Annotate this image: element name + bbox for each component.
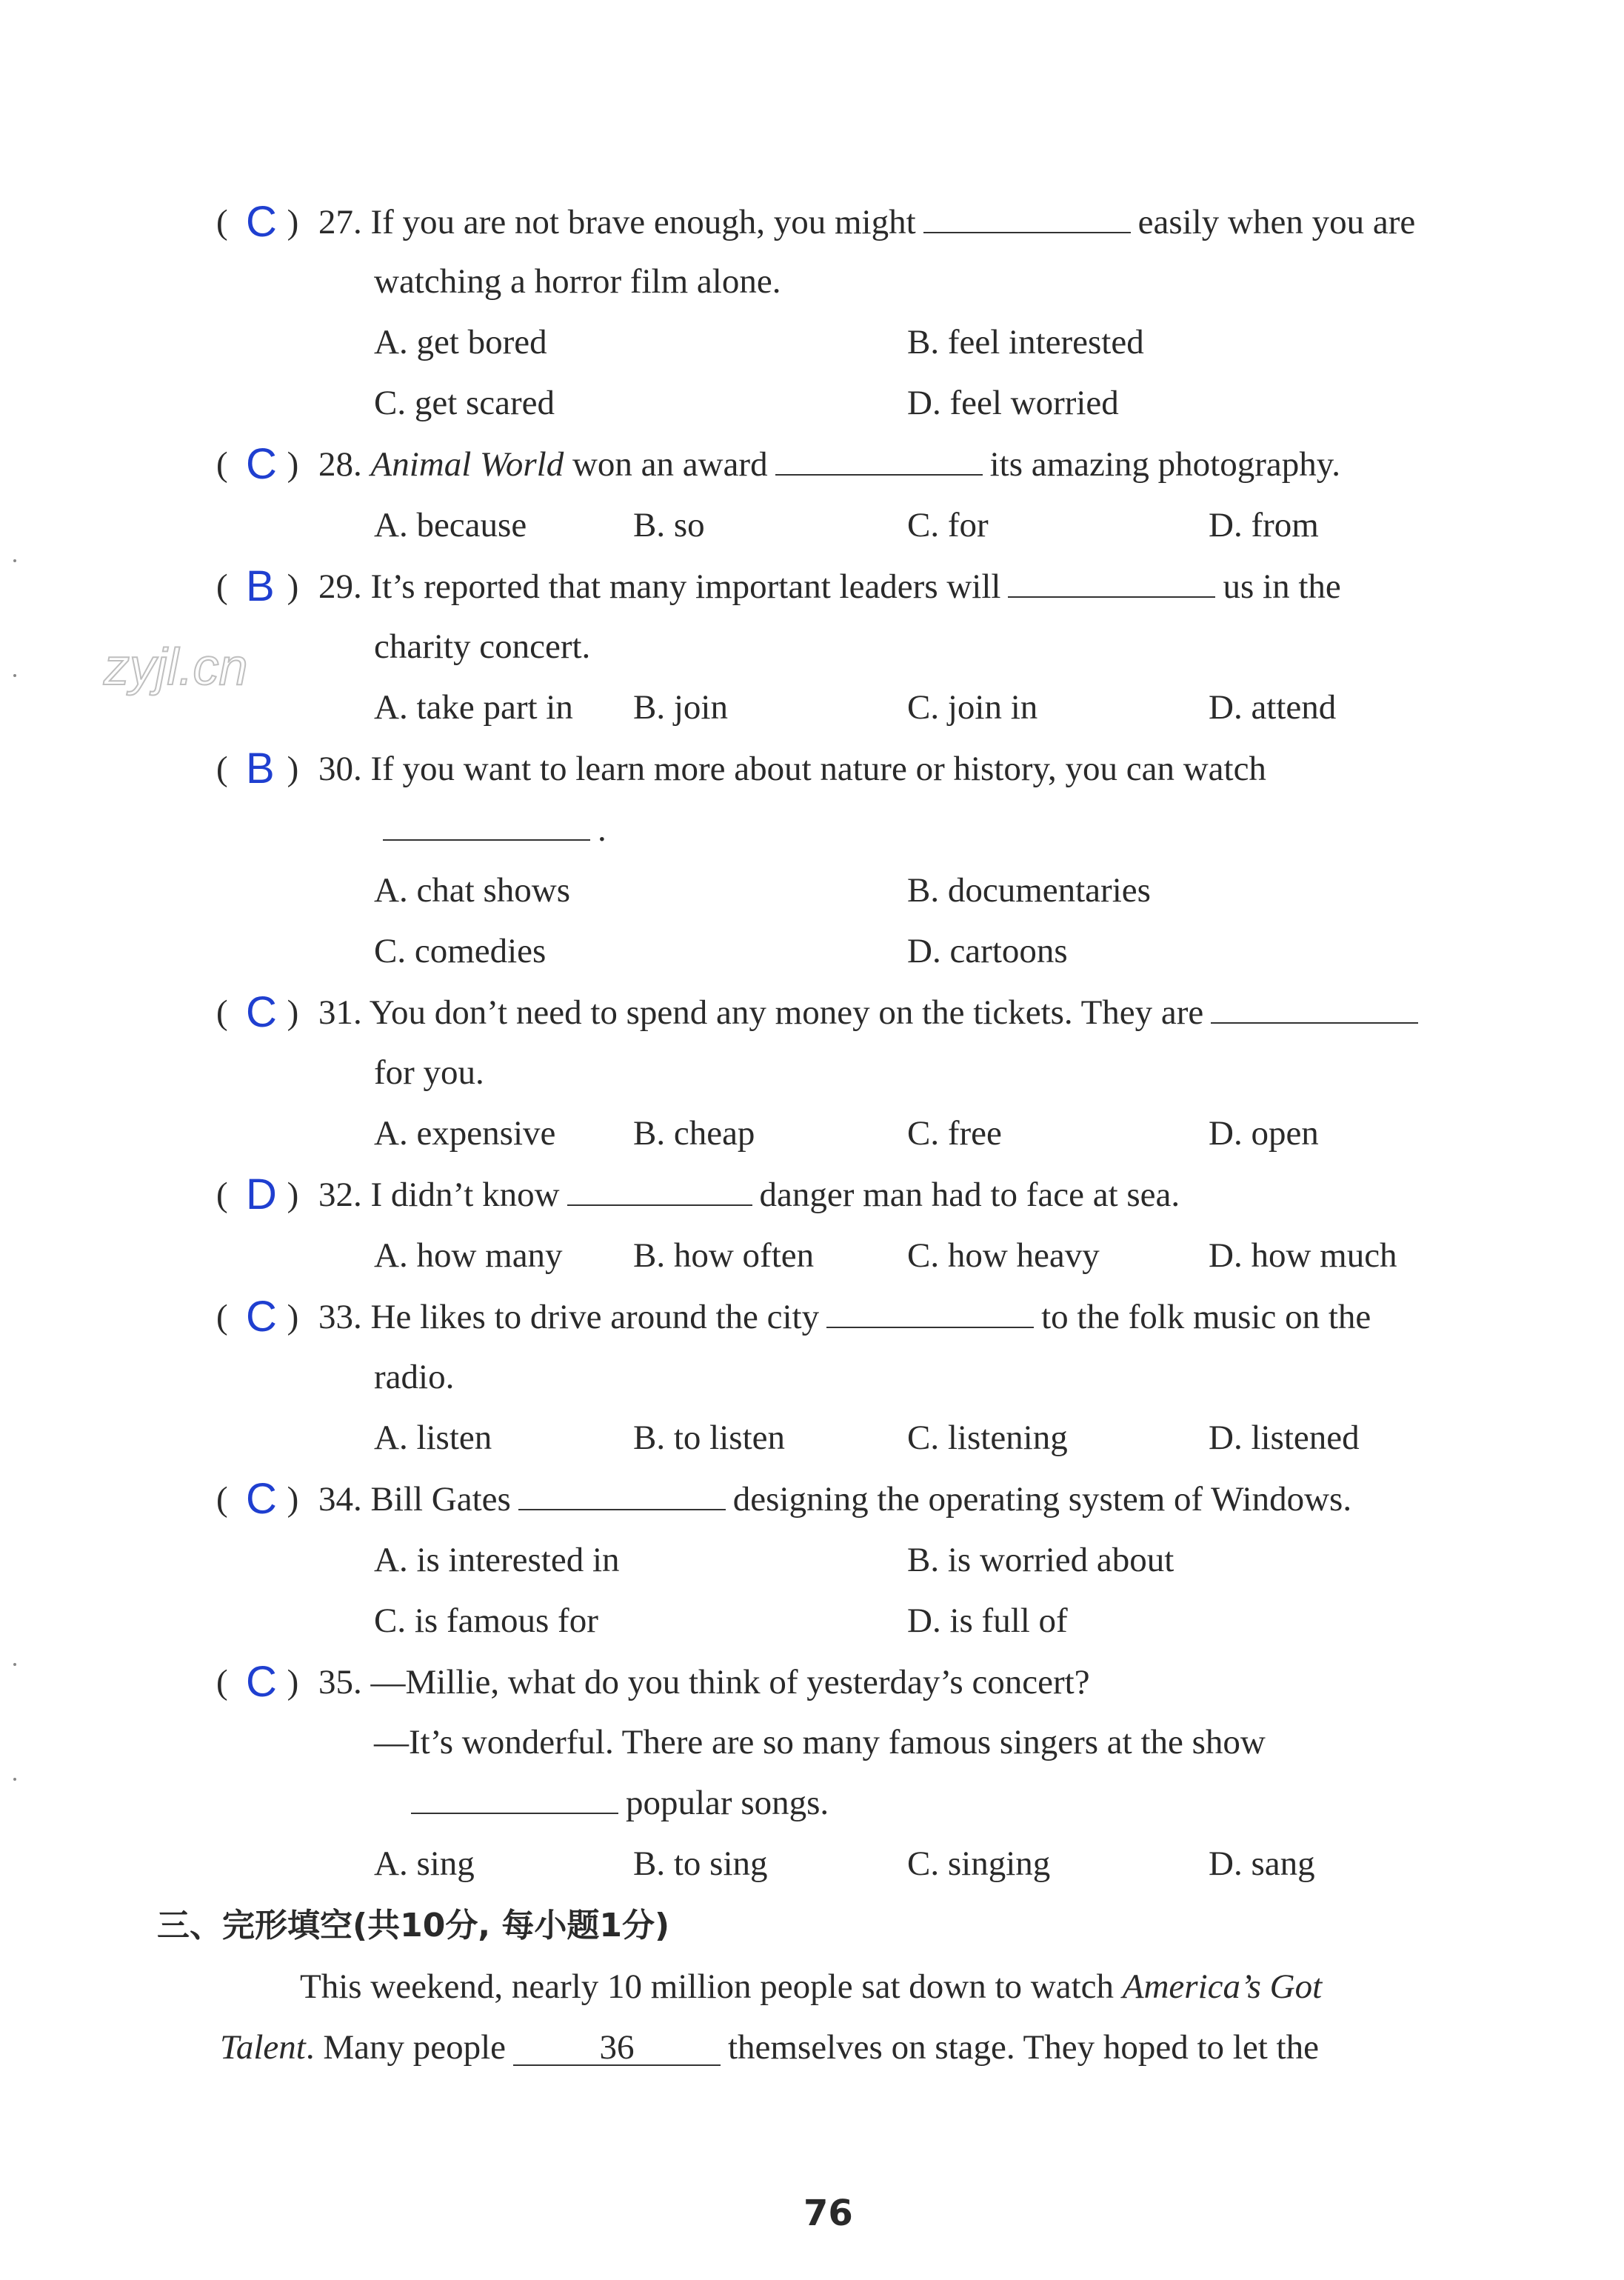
answer-letter: C	[246, 1475, 277, 1523]
option: D. open	[1209, 1114, 1319, 1153]
question-number: 32	[318, 1176, 353, 1214]
answer-letter: C	[246, 440, 277, 488]
option: C. comedies	[374, 932, 547, 970]
option: D. from	[1209, 506, 1319, 544]
option: D. how much	[1209, 1236, 1397, 1275]
question-stem: 33. He likes to drive around the city to the folk music on the	[318, 1298, 1371, 1336]
answer-blank	[1008, 567, 1215, 598]
answer-bracket: ( )	[216, 1663, 299, 1701]
watermark-text: zyjl.cn	[104, 638, 248, 696]
option: B. join	[633, 688, 728, 727]
stem-text: He likes to drive around the city	[370, 1298, 820, 1336]
answer-blank	[826, 1297, 1034, 1328]
option: A. expensive	[374, 1114, 556, 1153]
question-number: 34	[318, 1480, 353, 1519]
stem-text: to the folk music on the	[1041, 1298, 1371, 1336]
stem-text: danger man had to face at sea.	[759, 1176, 1180, 1214]
question-number: 27	[318, 203, 353, 241]
answer-blank	[567, 1175, 752, 1206]
passage-text: . Many people	[305, 2028, 506, 2067]
passage-title: America’s Got	[1122, 1967, 1323, 2006]
stem-text: It’s reported that many important leaders will	[370, 567, 1001, 606]
option: D. listened	[1209, 1419, 1360, 1457]
passage-text: This weekend, nearly 10 million people sat down to watch	[300, 1967, 1115, 2006]
stem-text: easily when you are	[1137, 203, 1416, 241]
stem-title: Animal World	[370, 445, 564, 484]
passage-line	[220, 2025, 1319, 2070]
answer-blank	[923, 202, 1131, 233]
stem-text: —Millie, what do you think of yesterday’s concert?	[370, 1663, 1090, 1701]
option: A. how many	[374, 1236, 563, 1275]
answer-bracket: ( )	[216, 1480, 299, 1519]
option: C. singing	[907, 1844, 1051, 1883]
question-number: 30	[318, 750, 353, 788]
answer-bracket: ( )	[216, 203, 299, 241]
answer-bracket: ( )	[216, 445, 299, 484]
option: D. sang	[1209, 1844, 1315, 1883]
answer-letter: C	[246, 1293, 277, 1341]
passage-text: themselves on stage. They hoped to let the	[728, 2028, 1319, 2067]
option: A. chat shows	[374, 871, 570, 910]
option: A. get bored	[374, 323, 547, 361]
answer-letter: C	[246, 988, 277, 1036]
option: B. cheap	[633, 1114, 755, 1153]
option: B. to sing	[633, 1844, 768, 1883]
answer-blank	[518, 1479, 726, 1510]
margin-mark	[13, 674, 16, 677]
answer-blank	[775, 444, 983, 476]
option: B. is worried about	[907, 1541, 1174, 1579]
answer-blank	[1211, 993, 1418, 1024]
stem-text: designing the operating system of Windows.	[732, 1480, 1352, 1519]
option: C. for	[907, 506, 989, 544]
answer-bracket: ( )	[216, 750, 299, 788]
option: D. cartoons	[907, 932, 1068, 970]
answer-letter: B	[246, 562, 275, 610]
option: D. feel worried	[907, 384, 1119, 422]
passage-line	[300, 1964, 1322, 2009]
question-stem: 27. If you are not brave enough, you might easily when you are	[318, 203, 1416, 241]
option: B. so	[633, 506, 705, 544]
question-stem: 35. —Millie, what do you think of yesterday’s concert?	[318, 1663, 1090, 1701]
question-number: 31	[318, 993, 353, 1032]
option: B. documentaries	[907, 871, 1151, 910]
answer-bracket: ( )	[216, 993, 299, 1032]
stem-text: us in the	[1223, 567, 1341, 606]
option: A. take part in	[374, 688, 573, 727]
option: B. how often	[633, 1236, 815, 1275]
question-stem-cont	[374, 807, 607, 852]
stem-text: its amazing photography.	[989, 445, 1340, 484]
option: A. sing	[374, 1844, 475, 1883]
question-stem: 32. I didn’t know danger man had to face at sea.	[318, 1176, 1180, 1214]
question-number: 33	[318, 1298, 353, 1336]
answer-letter: B	[246, 744, 275, 793]
option: A. is interested in	[374, 1541, 620, 1579]
margin-mark	[13, 559, 16, 562]
option: B. feel interested	[907, 323, 1144, 361]
answer-blank	[411, 1783, 618, 1814]
option: C. get scared	[374, 384, 555, 422]
question-stem: 29. It’s reported that many important leaders will us in the	[318, 567, 1341, 606]
section-heading: 三、完形填空(共10分, 每小题1分)	[157, 1907, 670, 1944]
option: C. how heavy	[907, 1236, 1100, 1275]
page-number: 76	[803, 2193, 853, 2234]
margin-mark	[13, 1778, 16, 1781]
answer-blank	[383, 810, 590, 841]
option: B. to listen	[633, 1419, 785, 1457]
margin-mark	[13, 1663, 16, 1666]
option: A. listen	[374, 1419, 492, 1457]
option: C. listening	[907, 1419, 1068, 1457]
answer-letter: C	[246, 1658, 277, 1706]
stem-text: I didn’t know	[370, 1176, 560, 1214]
question-number: 28	[318, 445, 353, 484]
question-stem-cont: watching a horror film alone.	[374, 262, 781, 301]
question-stem-cont	[404, 1781, 829, 1825]
stem-text: If you are not brave enough, you might	[370, 203, 916, 241]
question-stem: 34. Bill Gates designing the operating system of Windows.	[318, 1480, 1352, 1519]
question-stem: 30. If you want to learn more about nature or history, you can watch	[318, 750, 1266, 788]
question-stem: 31. You don’t need to spend any money on the tickets. They are	[318, 990, 1426, 1035]
cloze-blank: 36	[513, 2030, 721, 2066]
option: D. is full of	[907, 1601, 1068, 1640]
question-number: 29	[318, 567, 353, 606]
stem-text: If you want to learn more about nature or history, you can watch	[370, 750, 1266, 788]
answer-bracket: ( )	[216, 1298, 299, 1336]
option: C. free	[907, 1114, 1002, 1153]
option: A. because	[374, 506, 527, 544]
question-stem-cont: for you.	[374, 1053, 484, 1092]
question-stem: 28. Animal World won an award its amazing photography.	[318, 445, 1340, 484]
passage-title: Talent	[220, 2028, 306, 2067]
answer-letter: C	[246, 198, 277, 246]
answer-bracket: ( )	[216, 1176, 299, 1214]
option: D. attend	[1209, 688, 1337, 727]
question-number: 35	[318, 1663, 353, 1701]
stem-text: You don’t need to spend any money on the tickets. They are	[369, 993, 1204, 1032]
option: C. join in	[907, 688, 1038, 727]
stem-text: .	[598, 810, 607, 849]
stem-text: Bill Gates	[370, 1480, 511, 1519]
stem-text: won an award	[572, 445, 768, 484]
answer-bracket: ( )	[216, 567, 299, 606]
question-stem-cont: radio.	[374, 1358, 455, 1396]
question-stem-cont: —It’s wonderful. There are so many famous singers at the show	[374, 1723, 1266, 1761]
stem-text: popular songs.	[626, 1784, 829, 1822]
option: C. is famous for	[374, 1601, 598, 1640]
answer-letter: D	[246, 1170, 277, 1219]
question-stem-cont: charity concert.	[374, 627, 591, 666]
